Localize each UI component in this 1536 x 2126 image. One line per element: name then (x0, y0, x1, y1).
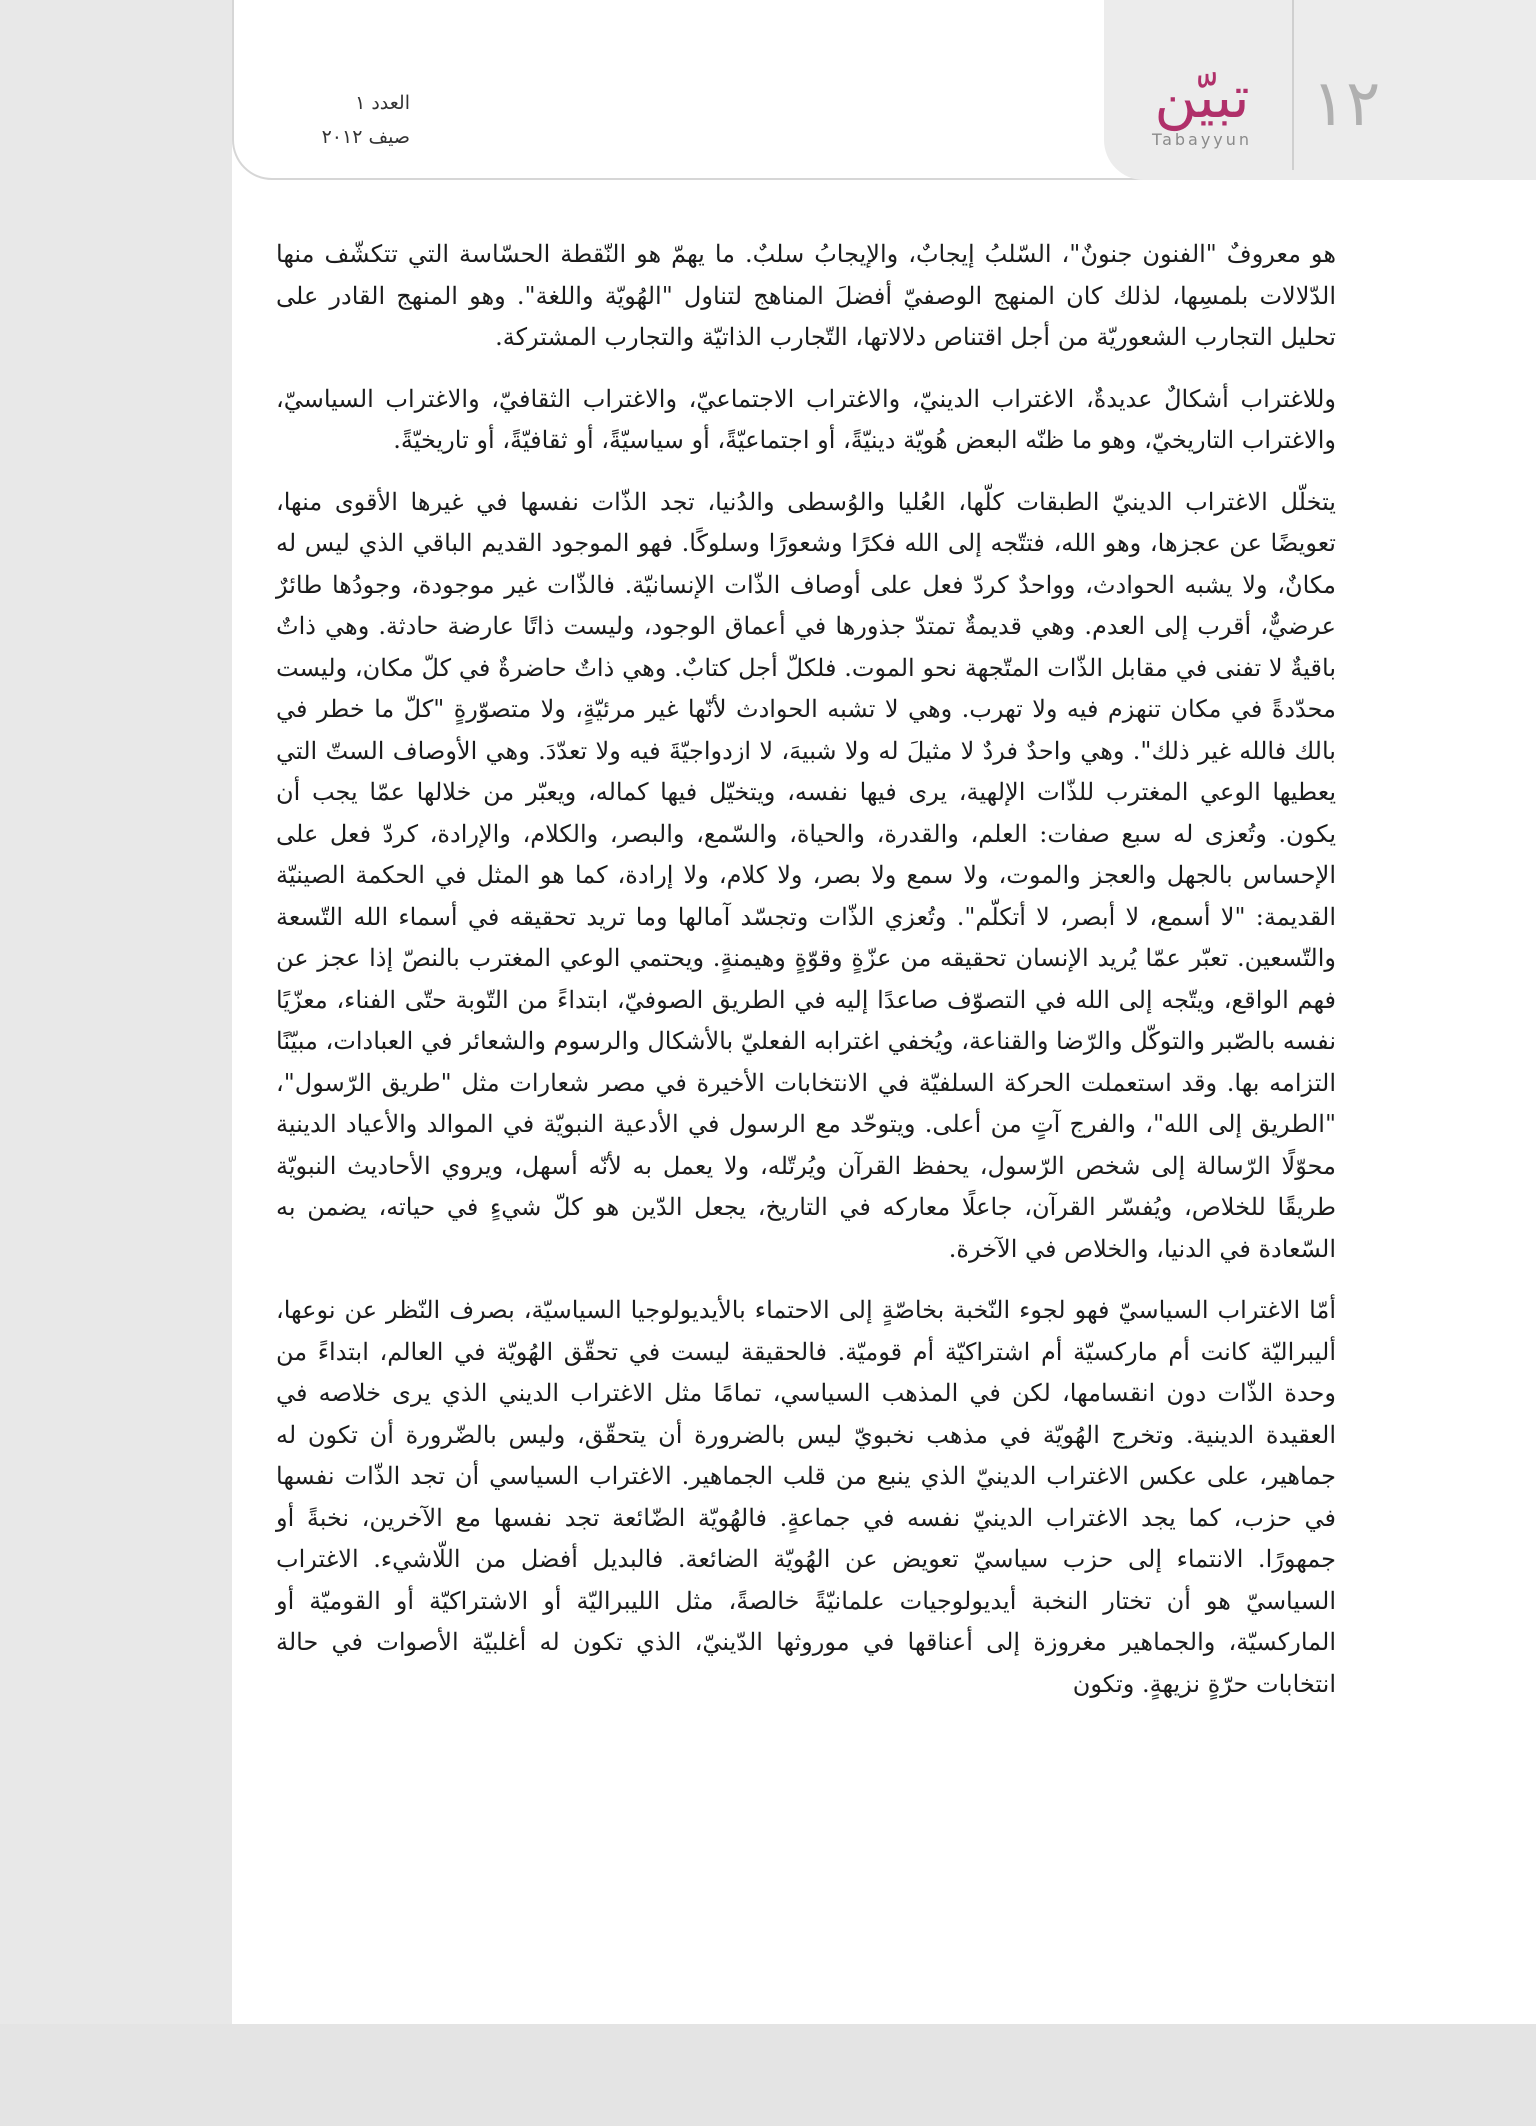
page-number: ١٢ (1311, 67, 1381, 141)
paragraph: هو معروفٌ "الفنون جنونٌ"، السّلبُ إيجابٌ، والإيجابُ سلبٌ. ما يهمّ هو النّقطة الحسّاسة التي تتكشّف منها الدّلالات بلمسِها، لذلك كان المنهج الوصفيّ أفضلَ المناهج لتناول "الهُويّة واللغة". وهو المنهج القادر على تحليل التجارب الشعوريّة من أجل اقتناص دلالاتها، التّجارب الذاتيّة والتجارب المشتركة. (276, 240, 1336, 351)
header-divider (1292, 0, 1294, 170)
paragraph: وللاغتراب أشكالٌ عديدةٌ، الاغتراب الدينيّ، والاغتراب الاجتماعيّ، والاغتراب الثقافيّ، والاغتراب السياسيّ، والاغتراب التاريخيّ، وهو ما ظنّه البعض هُويّة دينيّةً، أو اجتماعيّةً، أو سياسيّةً، أو ثقافيّةً، أو تاريخيّةً. (276, 384, 1336, 454)
page-sheet (232, 0, 1536, 2024)
season-label: صيف ٢٠١٢ (321, 126, 410, 148)
tabayyun-logo (1122, 62, 1282, 162)
paragraph: يتخلّل الاغتراب الدينيّ الطبقات كلّها، العُليا والوُسطى والدُنيا، تجد الذّات نفسها في غيرها الأقوى منها، تعويضًا عن عجزها، وهو الله، فتتّجه إلى الله فكرًا وشعورًا وسلوكًا. فهو الموجود القديم الباقي الذي ليس له مكانٌ، ولا يشبه الحوادث، وواحدٌ كردّ فعل على أوصاف الذّات الإنسانيّة. فالذّات غير موجودة، وجودُها طائرٌ عرضيٌّ، أقرب إلى العدم. وهي قديمةٌ تمتدّ جذورها في أعماق الوجود، وليست ذاتًا عارضة حادثة. وهي ذاتٌ باقيةٌ لا تفنى في مقابل الذّات المتّجهة نحو الموت. فلكلّ أجل كتابٌ. وهي ذاتٌ حاضرةٌ في كلّ مكان، وليست محدّدةً في مكان تنهزم فيه ولا تهرب. وهي لا تشبه الحوادث لأنّها غير مرئيّةٍ، ولا متصوّرةٍ "كلّ ما خطر في بالك فالله غير ذلك". وهي واحدٌ فردٌ لا مثيلَ له ولا شبيهَ، لا ازدواجيّةَ فيه ولا تعدّدَ. وهي الأوصاف الستّ التي يعطيها الوعي المغترب للذّات الإلهية، يرى فيها نفسه، ويتخيّل فيها كماله، ويعبّر من خلالها عمّا يجب أن يكون. وتُعزى له سبع صفات: العلم، والقدرة، والحياة، والسّمع، والبصر، والكلام، والإرادة، كردّ فعل على الإحساس بالجهل والعجز والموت، ولا سمع ولا بصر، ولا كلام، ولا إرادة، كما هو المثل في الحكمة الصينيّة القديمة: "لا أسمع، لا أبصر، لا أتكلّم". وتُعزي الذّات وتجسّد آمالها وما تريد تحقيقه في أسماء الله التّسعة والتّسعين. تعبّر عمّا يُريد الإنسان تحقيقه من عزّةٍ وقوّةٍ وهيمنةٍ. ويحتمي الوعي المغترب بالنصّ إذا عجز عن فهم الواقع، ويتّجه إلى الله في التصوّف صاعدًا إليه في الطريق الصوفيّ، ابتداءً من التّوبة حتّى الفناء، معزّيًا نفسه بالصّبر والتوكّل والرّضا والقناعة، ويُخفي اغترابه الفعليّ بالأشكال والرسوم والشعائر في العبادات، مبيّنًا التزامه بها. وقد استعملت الحركة السلفيّة في الانتخابات الأخيرة في مصر شعارات مثل "طريق الرّسول"، "الطريق إلى الله"، والفرج آتٍ من أعلى. ويتوحّد مع الرسول في الأدعية النبويّة في الموالد والأعياد الدينية محوّلًا الرّسالة إلى شخص الرّسول، يحفظ القرآن ويُرتّله، ولا يعمل به لأنّه أسهل، ويروي الأحاديث النبويّة طريقًا للخلاص، ويُفسّر القرآن، جاعلًا معاركه في التاريخ، يجعل الدّين هو كلّ شيءٍ في حياته، يضمن به السّعادة في الدنيا، والخلاص في الآخرة. (276, 487, 1336, 1263)
issue-label: العدد ١ (355, 92, 410, 114)
article-body (276, 234, 1336, 1725)
page-footer-band (0, 2024, 1536, 2126)
issue-info (270, 86, 410, 154)
logo-latin-text: Tabayyun (1151, 130, 1253, 149)
logo-arabic-text: تبيّن (1154, 63, 1250, 131)
paragraph: أمّا الاغتراب السياسيّ فهو لجوء النّخبة بخاصّةٍ إلى الاحتماء بالأيديولوجيا السياسيّة، بصرف النّظر عن نوعها، أليبراليّة كانت أم ماركسيّة أم اشتراكيّة أم قوميّة. فالحقيقة ليست في تحقّق الهُويّة في العالم، ابتداءً من وحدة الذّات دون انقسامها، لكن في المذهب السياسي، تمامًا مثل الاغتراب الديني الذي يرى خلاصه في العقيدة الدينية. وتخرج الهُويّة في مذهب نخبويّ ليس بالضرورة أن يتحقّق، وليس بالضّرورة أن تكون له جماهير، على عكس الاغتراب الدينيّ الذي ينبع من قلب الجماهير. الاغتراب السياسي أن تجد الذّات نفسها في حزب، كما يجد الاغتراب الدينيّ نفسه في جماعةٍ. فالهُويّة الضّائعة تجد نفسها مع الآخرين، نخبةً أو جمهورًا. الانتماء إلى حزب سياسيّ تعويض عن الهُويّة الضائعة. فالبديل أفضل من اللّاشيء. الاغتراب السياسيّ هو أن تختار النخبة أيديولوجيات علمانيّةً خالصةً، مثل الليبراليّة أو الاشتراكيّة أو القوميّة أو الماركسيّة، والجماهير مغروزة إلى أعناقها في موروثها الدّينيّ، الذي تكون له أغلبيّة الأصوات في حالة انتخابات حرّةٍ نزيهةٍ. وتكون (276, 1296, 1337, 1698)
